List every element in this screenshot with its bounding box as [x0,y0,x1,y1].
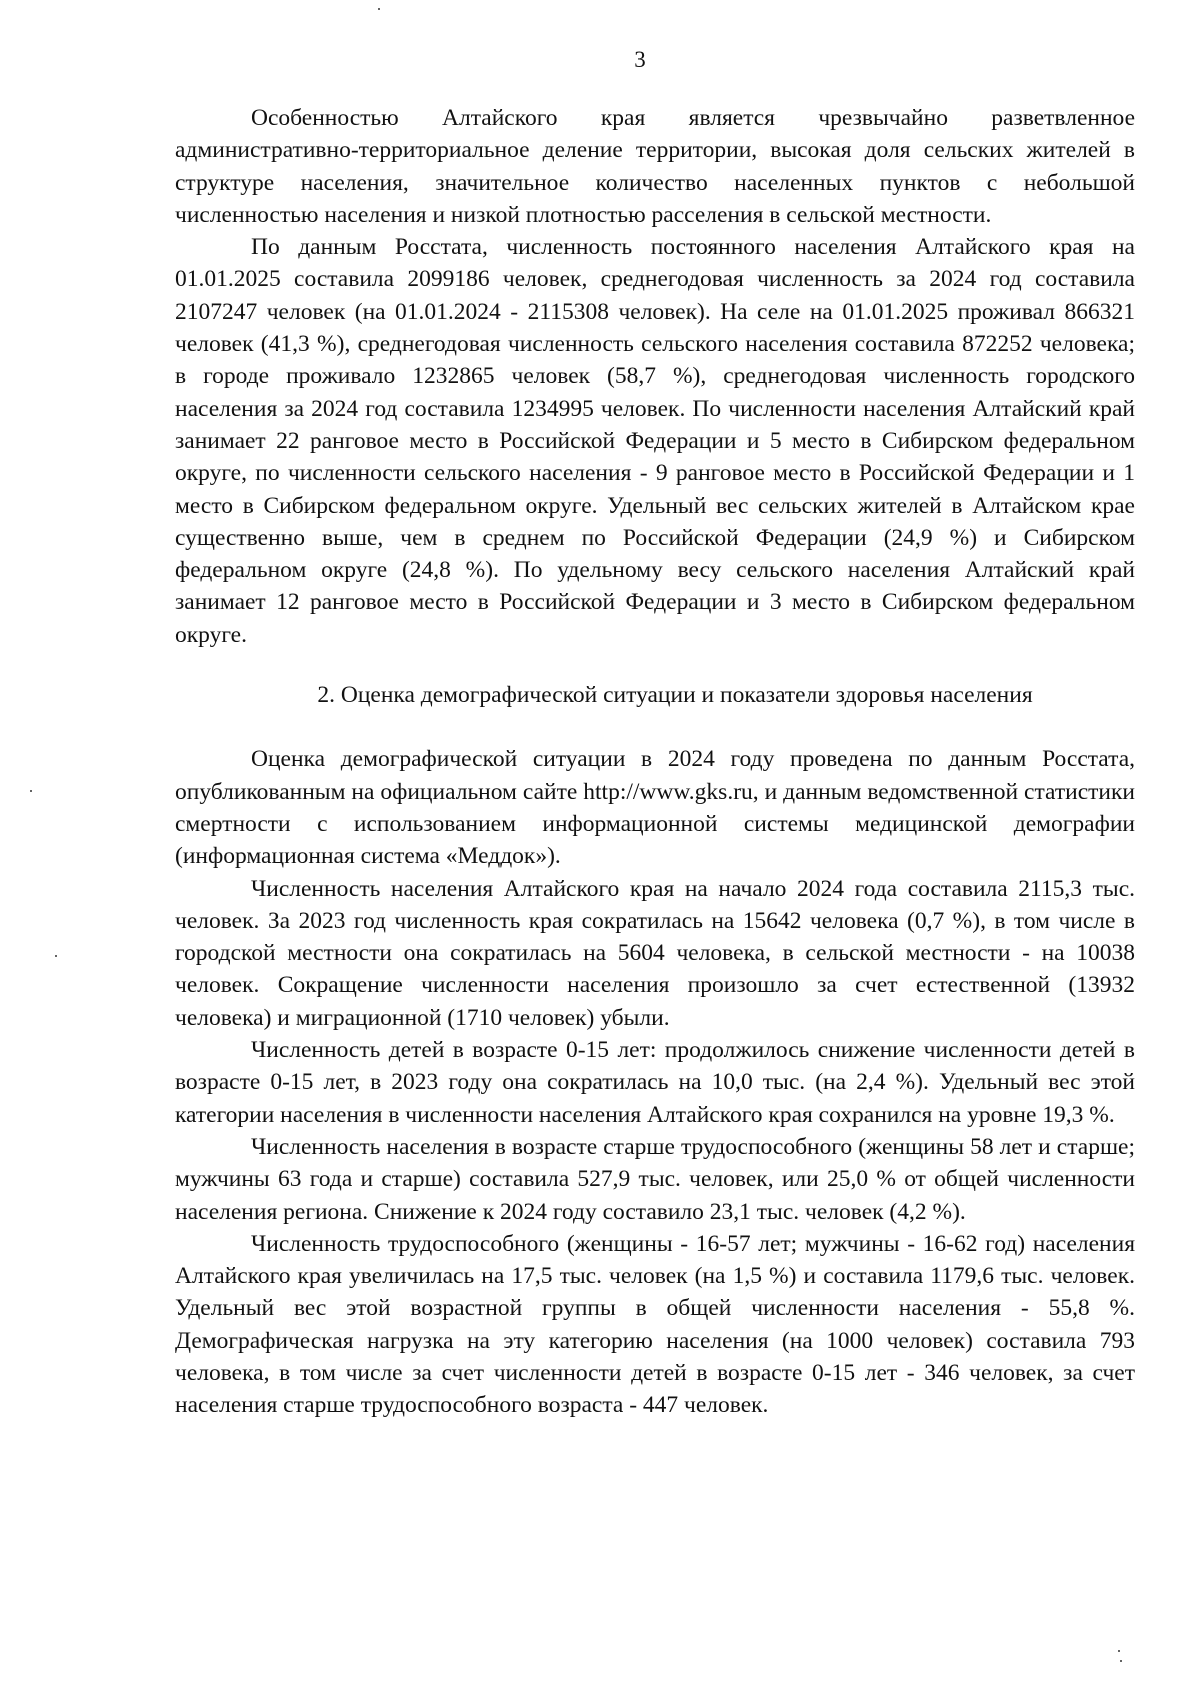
section-heading: 2. Оценка демографической ситуации и показатели здоровья населения [317,682,1033,709]
paragraph-population-rosstat: По данным Росстата, численность постоянного населения Алтайского края на 01.01.2025 составила 2099186 человек, среднегодовая численность за 2024 год составила 2107247 человек (на 01.01.2024 - 2115308 человек). На селе на 01.01.2025 проживал 866321 человек (41,3 %), среднегодовая численность сельского населения составила 872252 человека; в городе проживало 1232865 человек (58,7 %), среднегодовая численность городского населения за 2024 год составила 1234995 человек. По численности населения Алтайский край занимает 22 ранговое место в Российской Федерации и 5 место в Сибирском федеральном округе, по численности сельского населения - 9 ранговое место в Российской Федерации и 1 место в Сибирском федеральном округе. Удельный вес сельских жителей в Алтайском крае существенно выше, чем в среднем по Российской Федерации (24,9 %) и Сибирском федеральном округе (24,8 %). По удельному весу сельского населения Алтайский край занимает 12 ранговое место в Российской Федерации и 3 место в Сибирском федеральном округе. [175,234,1135,648]
paragraph-children-0-15: Численность детей в возрасте 0-15 лет: продолжилось снижение численности детей в возрасте 0-15 лет, в 2023 году она сократилась на 10,0 тыс. (на 2,4 %). Удельный вес этой категории населения в численности населения Алтайского края сохранился на уровне 19,3 %. [175,1037,1135,1128]
paragraph-administrative-division: Особенностью Алтайского края является чрезвычайно разветвленное административно-территориальное деление территории, высокая доля сельских жителей в структуре населения, значительное количество населенных пунктов с небольшой численностью населения и низкой плотностью расселения в сельской местности. [175,105,1135,228]
paragraph-older-than-working-age: Численность населения в возрасте старше трудоспособного (женщины 58 лет и старше; мужчины 63 года и старше) составила 527,9 тыс. человек, или 25,0 % от общей численности населения региона. Снижение к 2024 году составило 23,1 тыс. человек (4,2 %). [175,1133,1135,1225]
paragraph-population-start-2024: Численность населения Алтайского края на начало 2024 года составила 2115,3 тыс. человек. За 2023 год численность края сократилась на 15642 человека (0,7 %), в том числе в городской местности она сократилась на 5604 человека, в сельской местности - на 10038 человек. Сокращение численности населения произошло за счет естественной (13932 человека) и миграционной (1710 человек) убыли. [175,875,1135,1031]
scan-speck [30,790,32,792]
scan-speck [1118,1650,1120,1652]
document-body [175,102,1135,1422]
scan-speck [1120,1660,1122,1662]
page-number: 3 [634,47,646,72]
scan-speck [55,955,57,957]
scan-speck [378,8,380,10]
paragraph-demographic-assessment: Оценка демографической ситуации в 2024 году проведена по данным Росстата, опубликованным на официальном сайте http://www.gks.ru, и данным ведомственной статистики смертности с использованием информационной системы медицинской демографии (информационная система «Меддок»). [175,746,1135,870]
paragraph-working-age: Численность трудоспособного (женщины - 16-57 лет; мужчины - 16-62 год) населения Алтайского края увеличилась на 17,5 тыс. человек (на 1,5 %) и составила 1179,6 тыс. человек. Удельный вес этой возрастной группы в общей численности населения - 55,8 %. Демографическая нагрузка на эту категорию населения (на 1000 человек) составила 793 человека, в том числе за счет численности детей в возрасте 0-15 лет - 346 человек, за счет населения старше трудоспособного возраста - 447 человек. [175,1230,1135,1419]
